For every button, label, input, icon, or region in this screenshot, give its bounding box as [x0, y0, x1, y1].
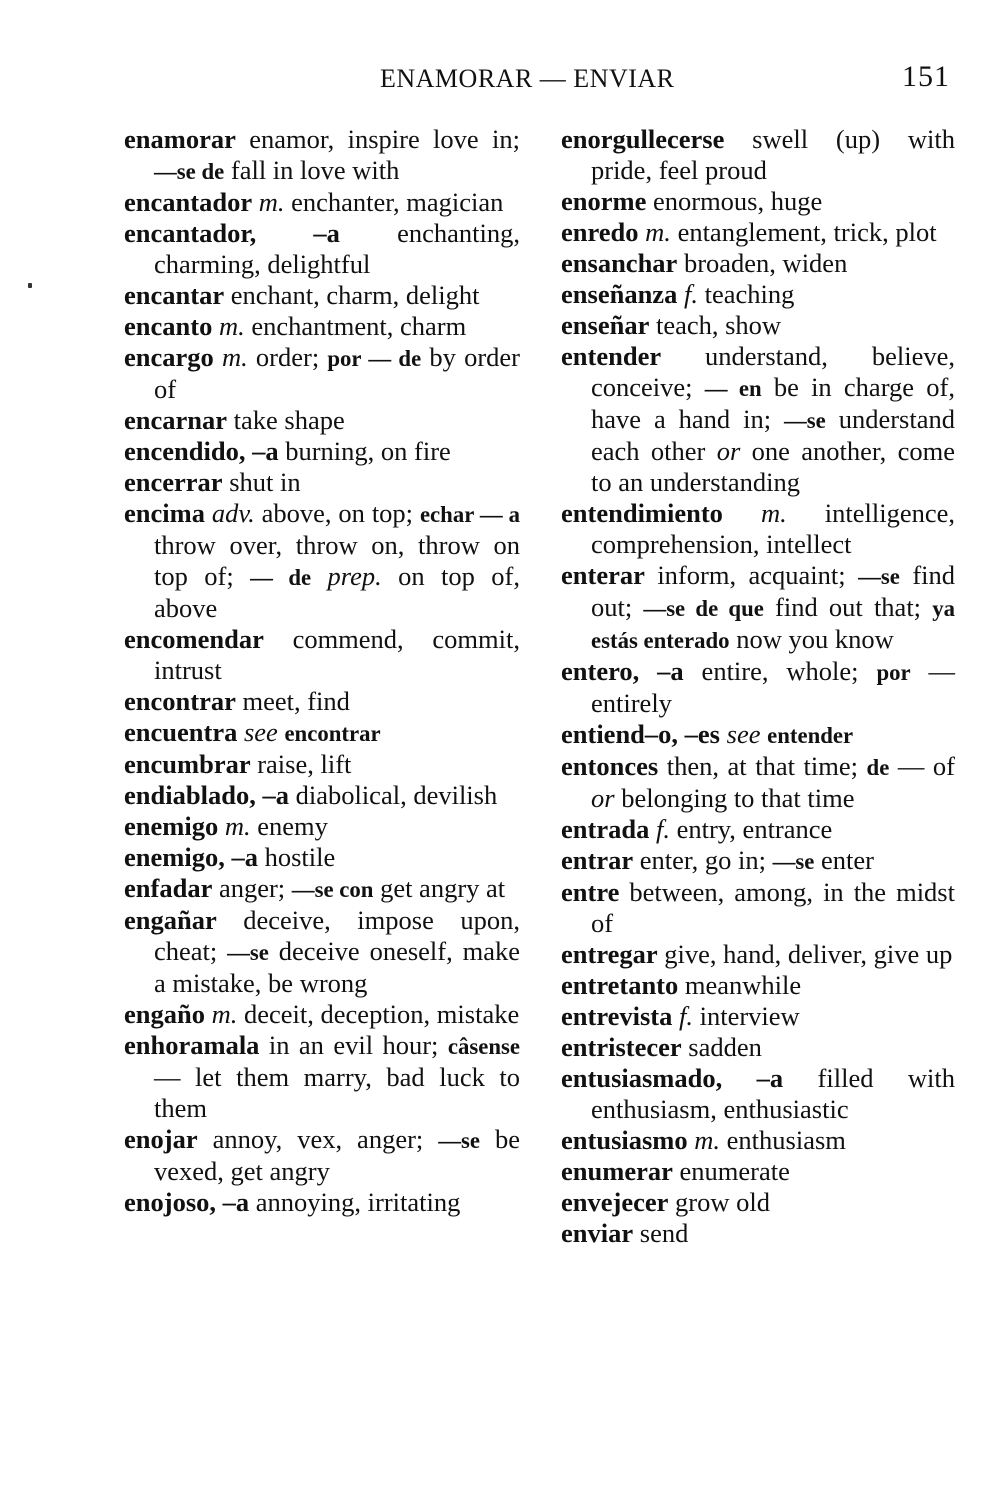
grammar-label: m.	[760, 498, 787, 528]
grammar-label: f.	[683, 279, 698, 309]
spanish-phrase: — en	[704, 376, 762, 401]
entry-definition: be in charge of, have a hand in;	[591, 372, 955, 434]
dictionary-entry	[124, 467, 520, 498]
dictionary-entry	[561, 1218, 955, 1249]
entry-definition	[677, 279, 684, 309]
dictionary-entry	[561, 279, 955, 310]
entry-headword: enseñanza	[561, 279, 678, 309]
entry-definition: — entirely	[591, 656, 956, 718]
page-header	[0, 60, 1000, 100]
entry-definition: broaden, widen	[677, 248, 848, 278]
dictionary-entry	[561, 248, 955, 279]
dictionary-entry	[124, 1124, 520, 1187]
entry-headword: encarnar	[124, 405, 228, 435]
grammar-label: m.	[221, 342, 248, 372]
dictionary-entry	[124, 1187, 520, 1218]
dictionary-entry	[124, 842, 520, 873]
entry-definition	[649, 814, 656, 844]
entry-headword: entrada	[561, 814, 650, 844]
dictionary-entry	[124, 498, 520, 624]
spanish-phrase: — de	[250, 565, 312, 590]
entry-definition	[723, 498, 761, 528]
entry-definition: commend, commit, intrust	[154, 624, 520, 685]
entry-headword: entrevista	[561, 1001, 673, 1031]
entry-definition: grow old	[668, 1187, 770, 1217]
dictionary-entry	[561, 1125, 955, 1156]
entry-definition	[214, 342, 222, 372]
dictionary-entry	[124, 342, 520, 405]
entry-definition: deceive, impose upon, cheat;	[154, 905, 520, 966]
dictionary-entry	[561, 217, 955, 248]
dictionary-entry	[561, 751, 955, 814]
entry-headword: encerrar	[124, 467, 223, 497]
entry-headword: encantador, –a	[124, 218, 340, 248]
entry-definition: teach, show	[649, 310, 782, 340]
entry-definition: intelligence, comprehension, intellect	[591, 498, 955, 559]
spanish-phrase: —se	[772, 849, 815, 874]
entry-headword: entrar	[561, 845, 634, 875]
entry-headword: encuentra	[124, 717, 238, 747]
entry-definition	[311, 561, 327, 591]
entry-definition: enchant, charm, delight	[224, 280, 480, 310]
entry-headword: encargo	[124, 342, 214, 372]
entry-definition: enter	[814, 845, 874, 875]
entry-definition: find out that;	[763, 592, 933, 622]
dictionary-entry	[561, 560, 955, 656]
entry-definition: entire, whole;	[683, 656, 877, 686]
spanish-phrase: —se con	[291, 877, 374, 902]
entry-definition	[205, 999, 212, 1029]
entry-headword: enamorar	[124, 124, 236, 154]
entry-definition	[205, 498, 212, 528]
running-head: ENAMORAR — ENVIAR	[380, 64, 675, 93]
entry-headword: entusiasmo	[561, 1125, 688, 1155]
grammar-label: or	[591, 783, 615, 813]
spanish-phrase: de	[866, 755, 890, 780]
grammar-label: m.	[211, 999, 238, 1029]
spanish-phrase: encontrar	[284, 721, 381, 746]
grammar-label: f.	[655, 814, 670, 844]
entry-headword: encumbrar	[124, 749, 251, 779]
dictionary-entry	[124, 686, 520, 717]
dictionary-entry	[561, 1156, 955, 1187]
entry-definition: one another, come to an understanding	[591, 436, 955, 497]
entry-headword: encantar	[124, 280, 225, 310]
entry-definition: belonging to that time	[614, 783, 855, 813]
grammar-label: f.	[679, 1001, 693, 1031]
dictionary-entry	[124, 1030, 520, 1124]
entry-definition: anger;	[212, 873, 292, 903]
right-column	[561, 124, 955, 1249]
entry-definition: interview	[693, 1001, 800, 1031]
entry-definition: order;	[247, 342, 328, 372]
entry-headword: enfadar	[124, 873, 213, 903]
dictionary-entry	[561, 310, 955, 341]
entry-headword: enemigo, –a	[124, 842, 258, 872]
entry-headword: encanto	[124, 311, 213, 341]
entry-definition: — let them marry, bad luck to them	[154, 1062, 520, 1123]
entry-definition: deceit, deception, mistake	[237, 999, 520, 1029]
entry-headword: entretanto	[561, 970, 679, 1000]
spanish-phrase: —se	[227, 940, 269, 965]
entry-definition: annoy, vex, anger;	[197, 1124, 439, 1154]
entry-definition: in an evil hour;	[259, 1030, 448, 1060]
entry-definition: entanglement, trick, plot	[670, 217, 937, 247]
grammar-label: m.	[645, 217, 671, 247]
entry-definition: understand each other	[591, 404, 955, 466]
spanish-phrase: ya estás enterado	[591, 596, 955, 653]
dictionary-entry	[561, 877, 955, 939]
grammar-label: or	[716, 436, 741, 466]
entry-definition: then, at that time;	[658, 751, 867, 781]
entry-headword: encendido, –a	[124, 436, 279, 466]
spanish-phrase: —se	[438, 1128, 481, 1153]
entry-definition: teaching	[697, 279, 795, 309]
entry-definition: be vexed, get angry	[154, 1124, 520, 1186]
entry-headword: entusiasmado, –a	[561, 1063, 784, 1093]
spanish-phrase: —se de que	[643, 596, 764, 621]
dictionary-entry	[124, 405, 520, 436]
entry-definition: raise, lift	[250, 749, 352, 779]
page-number: 151	[902, 60, 950, 93]
entry-definition: hostile	[257, 842, 336, 872]
entry-definition: entry, entrance	[669, 814, 833, 844]
entry-definition: send	[633, 1218, 689, 1248]
entry-headword: enviar	[561, 1218, 634, 1248]
entry-headword: enojoso, –a	[124, 1187, 250, 1217]
dictionary-entry	[561, 939, 955, 970]
entry-definition: sadden	[681, 1032, 762, 1062]
entry-definition: shut in	[222, 467, 301, 497]
dictionary-entry	[561, 656, 955, 719]
entry-definition: enchanting, charming, delightful	[154, 218, 520, 279]
grammar-label: see	[726, 719, 761, 749]
entry-definition: get angry at	[373, 873, 506, 903]
entry-definition: between, among, in the midst of	[591, 877, 955, 938]
entry-definition: enormous, huge	[646, 186, 823, 216]
dictionary-entry	[124, 999, 520, 1030]
dictionary-entry	[124, 280, 520, 311]
print-speck	[28, 283, 32, 288]
entry-definition: understand, believe, conceive;	[591, 341, 955, 402]
entry-headword: entiend–o, –es	[561, 719, 720, 749]
dictionary-entry	[561, 498, 955, 560]
entry-definition: take shape	[227, 405, 345, 435]
dictionary-entry	[561, 845, 955, 877]
grammar-label: adv.	[211, 498, 255, 528]
dictionary-entry	[561, 970, 955, 1001]
entry-definition: by order of	[154, 342, 520, 404]
grammar-label: m.	[258, 187, 285, 217]
entry-definition: meanwhile	[678, 970, 802, 1000]
entry-definition: deceive oneself, make a mistake, be wrong	[154, 936, 520, 998]
spanish-phrase: —se	[858, 564, 900, 589]
grammar-label: prep.	[327, 561, 382, 591]
entry-headword: entre	[561, 877, 620, 907]
dictionary-entry	[124, 905, 520, 999]
entry-headword: encomendar	[124, 624, 264, 654]
grammar-label: m.	[694, 1125, 721, 1155]
dictionary-entry	[124, 124, 520, 187]
entry-headword: ensanchar	[561, 248, 678, 278]
dictionary-entry	[124, 436, 520, 467]
grammar-label: m.	[224, 811, 251, 841]
entry-definition: on top of, above	[154, 561, 520, 623]
entry-headword: enojar	[124, 1124, 198, 1154]
spanish-phrase: —se de	[154, 159, 225, 184]
spanish-phrase: echar — a	[419, 502, 521, 527]
entry-headword: entonces	[561, 751, 659, 781]
dictionary-entry	[561, 341, 955, 498]
spanish-phrase: por	[876, 660, 911, 685]
entry-headword: encima	[124, 498, 205, 528]
spanish-phrase: —se	[784, 408, 826, 433]
entry-definition: swell (up) with pride, feel proud	[591, 124, 955, 185]
entry-headword: enemigo	[124, 811, 219, 841]
entry-definition: enter, go in;	[633, 845, 773, 875]
entry-headword: enumerar	[561, 1156, 673, 1186]
entry-definition: — of	[889, 751, 956, 781]
entry-headword: enorme	[561, 186, 647, 216]
entry-headword: entender	[561, 341, 662, 371]
grammar-label: m.	[218, 311, 245, 341]
entry-definition: enchantment, charm	[244, 311, 467, 341]
entry-definition: diabolical, devilish	[288, 780, 498, 810]
entry-definition: enamor, inspire love in;	[235, 124, 520, 154]
entry-definition: throw over, throw on, throw on top of;	[154, 530, 520, 591]
entry-headword: encantador	[124, 187, 253, 217]
entry-headword: engañar	[124, 905, 217, 935]
entry-definition: above, on top;	[254, 498, 420, 528]
dictionary-entry	[561, 1063, 955, 1125]
spanish-phrase: por — de	[327, 346, 422, 371]
dictionary-entry	[124, 780, 520, 811]
entry-definition	[672, 1001, 679, 1031]
entry-definition	[237, 717, 244, 747]
entry-definition	[218, 811, 225, 841]
entry-definition: now you know	[729, 624, 894, 654]
entry-headword: enredo	[561, 217, 639, 247]
left-column	[124, 124, 520, 1218]
dictionary-entry	[124, 311, 520, 342]
entry-definition: burning, on fire	[278, 436, 451, 466]
entry-definition	[252, 187, 259, 217]
entry-definition: annoying, irritating	[249, 1187, 461, 1217]
dictionary-entry	[561, 124, 955, 186]
entry-definition: fall in love with	[224, 155, 400, 185]
entry-definition: find out;	[591, 560, 956, 622]
grammar-label: see	[243, 717, 278, 747]
spanish-phrase: câsense	[447, 1034, 520, 1059]
entry-headword: encontrar	[124, 686, 236, 716]
dictionary-entry	[561, 719, 955, 751]
entry-headword: entero, –a	[561, 656, 684, 686]
dictionary-entry	[124, 749, 520, 780]
entry-headword: envejecer	[561, 1187, 669, 1217]
entry-definition: enchanter, magician	[284, 187, 504, 217]
entry-definition	[212, 311, 219, 341]
entry-definition: inform, acquaint;	[644, 560, 859, 590]
entry-definition: give, hand, deliver, give up	[657, 939, 953, 969]
entry-definition: meet, find	[235, 686, 350, 716]
spanish-phrase: entender	[767, 723, 854, 748]
dictionary-entry	[124, 717, 520, 749]
entry-headword: enhoramala	[124, 1030, 260, 1060]
entry-headword: entendimiento	[561, 498, 723, 528]
dictionary-entry	[561, 1187, 955, 1218]
dictionary-entry	[124, 624, 520, 686]
entry-headword: endiablado, –a	[124, 780, 289, 810]
entry-definition: enumerate	[672, 1156, 790, 1186]
entry-definition: filled with enthusiasm, enthusiastic	[591, 1063, 955, 1124]
entry-headword: enorgullecerse	[561, 124, 725, 154]
entry-headword: enseñar	[561, 310, 650, 340]
dictionary-entry	[561, 186, 955, 217]
dictionary-entry	[124, 811, 520, 842]
dictionary-entry	[124, 218, 520, 280]
entry-definition: enemy	[250, 811, 328, 841]
entry-headword: entregar	[561, 939, 658, 969]
dictionary-entry	[561, 1001, 955, 1032]
entry-headword: entristecer	[561, 1032, 682, 1062]
dictionary-entry	[124, 873, 520, 905]
entry-headword: enterar	[561, 560, 645, 590]
entry-definition	[720, 719, 727, 749]
entry-headword: engaño	[124, 999, 205, 1029]
dictionary-entry	[561, 1032, 955, 1063]
dictionary-entry	[561, 814, 955, 845]
entry-definition: enthusiasm	[720, 1125, 846, 1155]
dictionary-entry	[124, 187, 520, 218]
